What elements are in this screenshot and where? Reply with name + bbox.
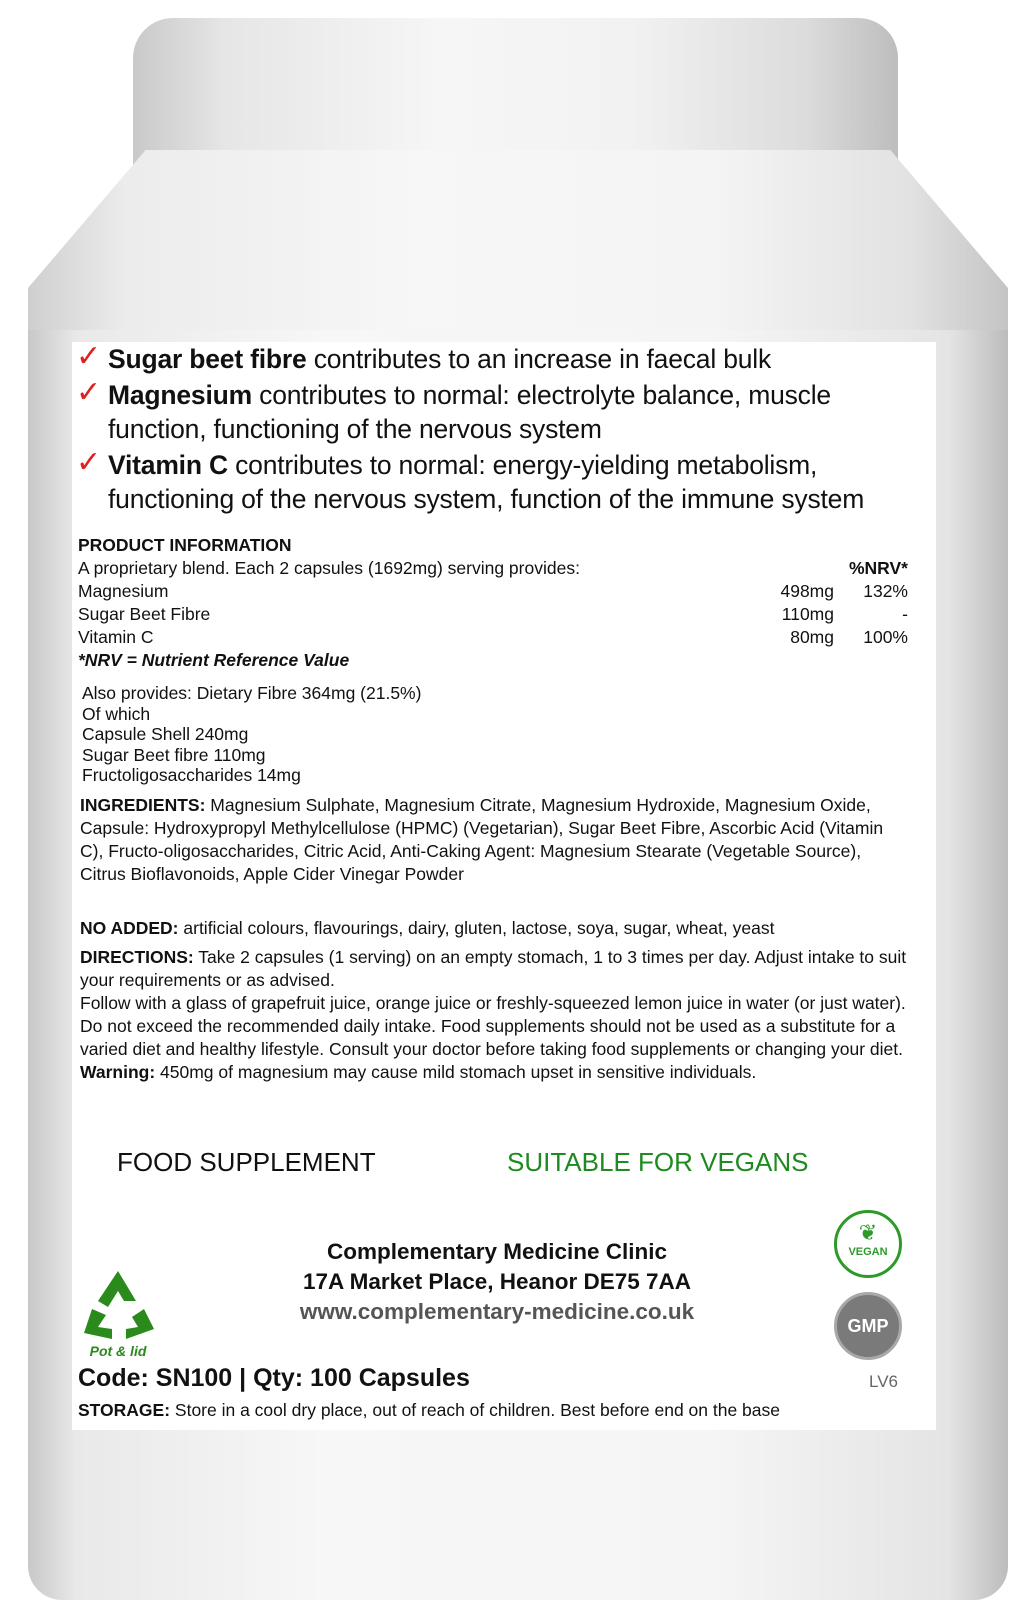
food-supplement-label: FOOD SUPPLEMENT — [117, 1147, 376, 1177]
claim-text: contributes to normal: electrolyte balance, muscle function, functioning of the nervous system — [108, 380, 831, 444]
nutrient-amount: 80mg — [790, 627, 834, 647]
warning-text: 450mg of magnesium may cause mild stomach upset in sensitive individuals. — [155, 1062, 757, 1082]
serving-line: A proprietary blend. Each 2 capsules (1692mg) serving provides: — [78, 558, 580, 578]
warning-label: Warning: — [80, 1062, 156, 1082]
also-provides-line: Also provides: Dietary Fibre 364mg (21.5%) — [82, 683, 422, 703]
check-icon: ✓ — [76, 376, 101, 409]
storage-text: Store in a cool dry place, out of reach of children. Best before end on the base — [170, 1400, 781, 1420]
product-info-heading: PRODUCT INFORMATION — [78, 535, 292, 555]
no-added-label: NO ADDED: — [80, 918, 179, 938]
nutrient-nrv: - — [902, 604, 908, 624]
nutrient-nrv: 100% — [863, 627, 908, 647]
warning — [80, 1061, 910, 1084]
claim-bold: Vitamin C — [108, 450, 228, 480]
no-added — [80, 917, 910, 940]
also-provides-line: Of which — [82, 703, 151, 724]
claim-magnesium — [72, 378, 936, 446]
nutrient-name: Magnesium — [78, 581, 169, 601]
nutrient-row — [78, 626, 908, 649]
gmp-badge — [834, 1292, 902, 1360]
nrv-header: %NRV* — [848, 558, 908, 578]
ingredients-label: INGREDIENTS: — [80, 795, 206, 815]
recycle-icon — [78, 1267, 158, 1343]
claim-text: contributes to normal: energy-yielding metabolism, functioning of the nervous system, function of the immune system — [108, 450, 865, 514]
claim-bold: Sugar beet fibre — [108, 344, 307, 374]
claim-text: contributes to an increase in faecal bulk — [306, 344, 772, 374]
claim-sugar-beet — [72, 342, 936, 376]
ingredients — [80, 794, 910, 886]
clinic-address: 17A Market Place, Heanor DE75 7AA — [302, 1269, 692, 1294]
also-provides-line: Capsule Shell 240mg — [82, 724, 249, 744]
directions — [80, 946, 910, 1084]
product-code: Code: SN100 | Qty: 100 Capsules — [78, 1364, 470, 1392]
claim-vitamin-c — [72, 448, 936, 516]
storage — [78, 1400, 780, 1421]
gmp-badge-text: GMP — [847, 1316, 889, 1336]
clinic-name: Complementary Medicine Clinic — [326, 1239, 668, 1264]
clinic-address-block — [222, 1237, 772, 1327]
nutrient-name: Vitamin C — [78, 627, 154, 647]
no-added-text: artificial colours, flavourings, dairy, gluten, lactose, soya, sugar, wheat, yeast — [178, 918, 775, 938]
also-provides — [82, 683, 421, 786]
nutrient-amount: 498mg — [780, 581, 834, 601]
recycle-caption: Pot & lid — [89, 1343, 147, 1359]
claim-bold: Magnesium — [108, 380, 252, 410]
nutrient-nrv: 132% — [863, 581, 908, 601]
directions-label: DIRECTIONS: — [80, 947, 194, 967]
suitable-for-vegans-label: SUITABLE FOR VEGANS — [507, 1147, 809, 1177]
nutrient-row — [78, 603, 908, 626]
serving-row — [78, 557, 908, 580]
check-icon: ✓ — [76, 446, 101, 479]
directions-text-2: Follow with a glass of grapefruit juice, orange juice or freshly-squeezed lemon juice in water (or just water). Do not exceed the recommended daily intake. Food supplements should not be used as a substitute for a varied diet and healthy lifestyle. Consult your doctor before taking food supplements or changing your diet. — [80, 993, 906, 1059]
nrv-note: *NRV = Nutrient Reference Value — [78, 650, 350, 670]
clinic-url: www.complementary-medicine.co.uk — [299, 1299, 695, 1324]
check-icon: ✓ — [76, 340, 101, 373]
product-label — [72, 342, 936, 1430]
recycle-logo — [78, 1267, 158, 1367]
also-provides-line: Sugar Beet fibre 110mg — [82, 744, 266, 765]
nutrient-name: Sugar Beet Fibre — [78, 604, 211, 624]
lv-code: LV6 — [869, 1372, 898, 1391]
storage-label: STORAGE: — [78, 1400, 171, 1420]
product-information — [78, 534, 908, 672]
health-claims — [72, 342, 936, 518]
also-provides-line: Fructoligosaccharides 14mg — [82, 765, 301, 785]
nutrient-amount: 110mg — [781, 604, 834, 624]
vegan-badge-text: VEGAN — [848, 1246, 888, 1258]
leaf-icon: ❦ — [858, 1220, 878, 1245]
nutrient-row — [78, 580, 908, 603]
ingredients-text: Magnesium Sulphate, Magnesium Citrate, Magnesium Hydroxide, Magnesium Oxide, Capsule: Hydroxypropyl Methylcellulose (HPMC) (Vegetarian), Sugar Beet Fibre, Ascorbic Acid (Vitamin C), Fructo-oligosaccharides, Citric Acid, Anti-Caking Agent: Magnesium Stearate (Vegetable Source), Citrus Bioflavonoids, Apple Cider Vinegar Powder — [80, 795, 884, 884]
vegan-badge — [834, 1210, 902, 1278]
directions-text: Take 2 capsules (1 serving) on an empty stomach, 1 to 3 times per day. Adjust intake to suit your requirements or as advised. — [80, 947, 907, 990]
